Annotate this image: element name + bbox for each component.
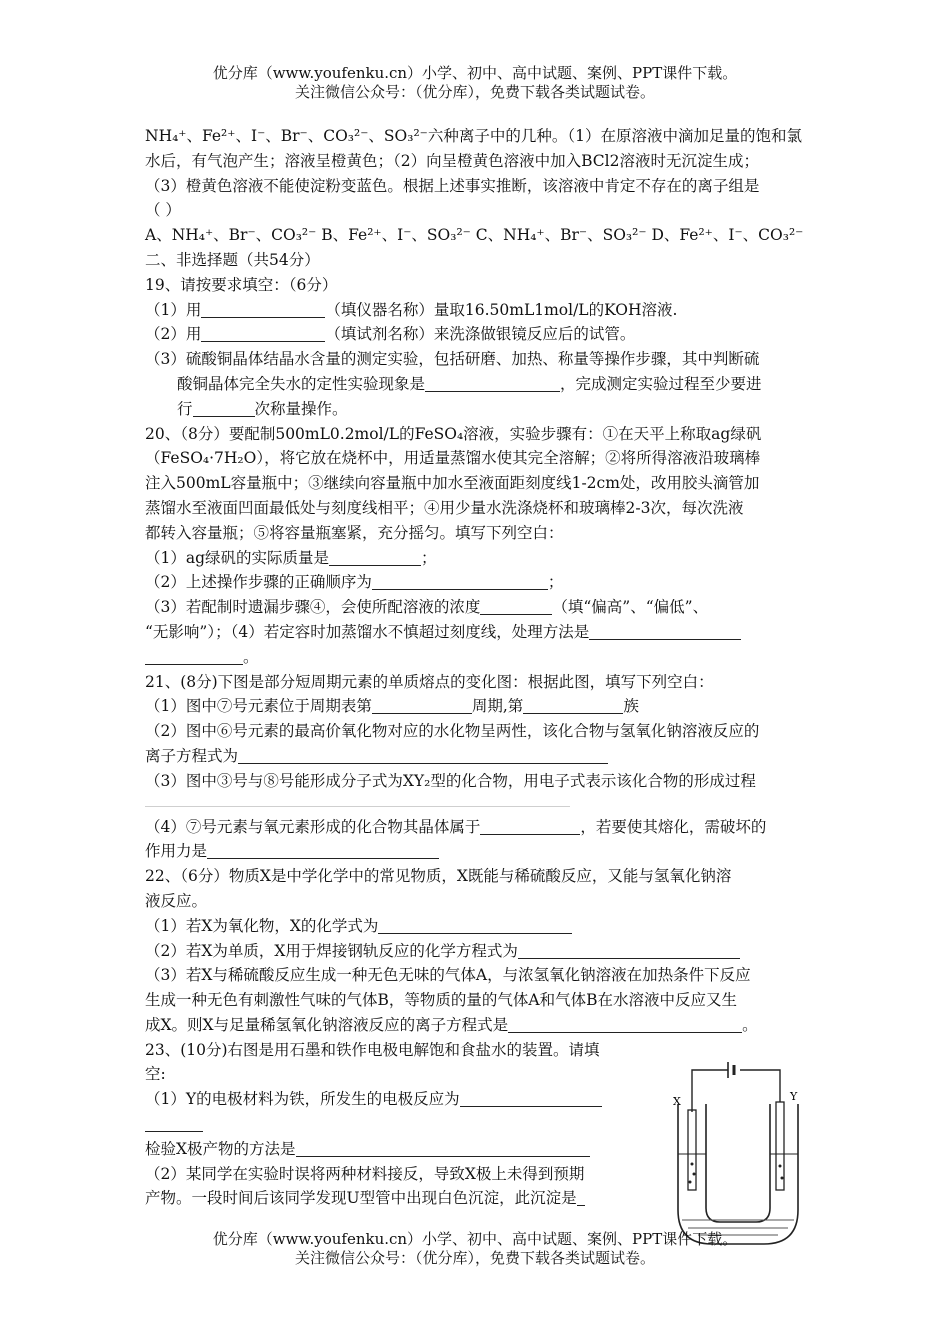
q19-item-1-prefix: （1）用 xyxy=(145,300,202,319)
gas-bubble xyxy=(779,1165,782,1168)
q21-item-2: （2）图中⑥号元素的最高价氧化物对应的水化物呈两性，该化合物与氢氧化钠溶液反应的 xyxy=(145,722,760,741)
answer-blank[interactable] xyxy=(577,1189,585,1206)
q21-item-1-mid: 周期,第 xyxy=(471,697,524,716)
q22-item-1-prefix: （1）若X为氧化物，X的化学式为 xyxy=(145,916,379,935)
answer-blank[interactable] xyxy=(372,573,548,590)
q20-line-5: 都转入容量瓶；⑤将容量瓶塞紧，充分摇匀。填写下列空白： xyxy=(145,523,564,542)
q18-options: A、NH₄⁺、Br⁻、CO₃²⁻ B、Fe²⁺、I⁻、SO₃²⁻ C、NH₄⁺、Br⁻、SO₃²⁻ D、Fe²⁺、I⁻、CO₃²⁻ xyxy=(145,226,804,245)
q21-item-2-prefix: 离子方程式为 xyxy=(145,746,239,765)
q20-line-2: （FeSO₄·7H₂O），将它放在烧杯中，用适量蒸馏水使其完全溶解；②将所得溶液沿玻璃棒 xyxy=(145,449,761,468)
q20-item-2 xyxy=(145,570,813,595)
answer-blank[interactable] xyxy=(296,1140,590,1157)
q20-item-3 xyxy=(145,595,813,620)
electrode-x xyxy=(688,1110,696,1190)
q19-item-3-line-3-prefix: 行 xyxy=(177,399,193,418)
electrode-x-label: X xyxy=(673,1095,681,1108)
q22-item-2-prefix: （2）若X为单质，X用于焊接钢轨反应的化学方程式为 xyxy=(145,941,518,960)
q19-item-3-line-2 xyxy=(145,372,813,397)
q21-item-4-line-2-prefix: 作用力是 xyxy=(145,842,208,861)
q20-end-mark: 。 xyxy=(243,647,259,666)
q23-item-1-line-3 xyxy=(145,1137,655,1162)
q23-item-2: （2）某同学在实验时误将两种材料接反，导致X极上未得到预期 xyxy=(145,1164,585,1183)
answer-blank[interactable] xyxy=(523,697,623,714)
q21-title: 21、(8分)下图是部分短周期元素的单质熔点的变化图：根据此图，填写下列空白： xyxy=(145,672,714,691)
answer-blank[interactable] xyxy=(460,1090,602,1107)
answer-blank[interactable] xyxy=(329,549,421,566)
q20-item-1-suffix: ； xyxy=(421,548,437,567)
electrolysis-apparatus-figure xyxy=(668,1060,818,1246)
q20-item-4 xyxy=(145,620,813,645)
q20-item-2-prefix: （2）上述操作步骤的正确顺序为 xyxy=(145,573,372,592)
q20-item-4-line-2 xyxy=(145,645,813,670)
q19-title: 19、请按要求填空：（6分） xyxy=(145,275,338,294)
q19-item-3-prefix: 酸铜晶体完全失水的定性实验现象是 xyxy=(177,374,426,393)
gas-bubble xyxy=(781,1177,784,1180)
q19-item-3-suffix: ，完成测定实验过程至少要进 xyxy=(560,374,762,393)
q20-item-3-suffix: （填“偏高”、“偏低”、 xyxy=(552,598,709,617)
q23-line-1: 23、(10分)右图是用石墨和铁作电极电解饱和食盐水的装置。请填 xyxy=(145,1040,600,1059)
q21-item-2-line-2 xyxy=(145,744,813,769)
answer-line[interactable] xyxy=(145,794,570,807)
q19-item-2 xyxy=(145,322,813,347)
answer-blank[interactable] xyxy=(425,375,560,392)
q22-item-3-line-3 xyxy=(145,1013,813,1038)
header-line-1: 优分库（www.youfenku.cn）小学、初中、高中试题、案例、PPT课件下载。 xyxy=(212,64,738,82)
q23-item-1-prefix: （1）Y的电极材料为铁，所发生的电极反应为 xyxy=(145,1090,460,1109)
q23-item-2-line-2 xyxy=(145,1186,655,1211)
q21-item-4-suffix: ，若要使其熔化，需破坏的 xyxy=(580,817,767,836)
q22-end-mark: 。 xyxy=(742,1015,758,1034)
answer-blank[interactable] xyxy=(145,1115,203,1132)
q19-item-1-suffix: （填仪器名称）量取16.50mL1mol/L的KOH溶液. xyxy=(325,300,678,319)
q21-item-1 xyxy=(145,694,813,719)
gas-bubble xyxy=(691,1163,694,1166)
q23-item-1 xyxy=(145,1087,655,1112)
q20-item-1-prefix: （1）ag绿矾的实际质量是 xyxy=(145,548,330,567)
q23-item-2-prefix: 产物。一段时间后该同学发现U型管中出现白色沉淀，此沉淀是 xyxy=(145,1189,577,1208)
q21-item-4-prefix: （4）⑦号元素与氧元素形成的化合物其晶体属于 xyxy=(145,817,481,836)
q19-item-2-suffix: （填试剂名称）来洗涤做银镜反应后的试管。 xyxy=(325,325,636,344)
exam-content xyxy=(145,124,813,1211)
spacer xyxy=(145,807,813,815)
answer-blank[interactable] xyxy=(193,400,255,417)
answer-blank[interactable] xyxy=(238,747,608,764)
q20-item-4-text: “无影响”）；（4）若定容时加蒸馏水不慎超过刻度线，处理方法是 xyxy=(145,622,590,641)
q21-item-4-line-2 xyxy=(145,839,813,864)
answer-blank[interactable] xyxy=(207,842,439,859)
q20-item-3-prefix: （3）若配制时遗漏步骤④，会使所配溶液的浓度 xyxy=(145,598,481,617)
answer-blank[interactable] xyxy=(372,697,472,714)
q22-item-3-line-2: 生成一种无色有刺激性气味的气体B，等物质的量的气体A和气体B在水溶液中反应又生 xyxy=(145,991,737,1010)
q19-item-3-line-3 xyxy=(145,397,813,422)
q22-item-3: （3）若X与稀硫酸反应生成一种无色无味的气体A，与浓氢氧化钠溶液在加热条件下反应 xyxy=(145,966,751,985)
section-2-title: 二、非选择题（共54分） xyxy=(145,250,320,269)
q22-line-2: 液反应。 xyxy=(145,891,208,910)
q22-item-2 xyxy=(145,939,813,964)
q22-line-1: 22、（6分）物质X是中学化学中的常见物质，X既能与稀硫酸反应，又能与氢氧化钠溶 xyxy=(145,867,732,886)
q18-line-1: NH₄⁺、Fe²⁺、I⁻、Br⁻、CO₃²⁻、SO₃²⁻六种离子中的几种。（1）在原溶液中滴加足量的饱和氯 xyxy=(145,127,802,145)
q23-item-1-check-prefix: 检验X极产物的方法是 xyxy=(145,1139,296,1158)
answer-blank[interactable] xyxy=(480,818,580,835)
q21-item-4 xyxy=(145,815,813,840)
q20-line-4: 蒸馏水至液面凹面最低处与刻度线相平；④用少量水洗涤烧杯和玻璃棒2-3次，每次洗液 xyxy=(145,498,744,517)
footer-line-1: 优分库（www.youfenku.cn）小学、初中、高中试题、案例、PPT课件下载。 xyxy=(212,1230,738,1248)
footer-line-2: 关注微信公众号：（优分库），免费下载各类试题试卷。 xyxy=(294,1249,655,1267)
electrode-y-label: Y xyxy=(790,1090,798,1103)
q20-line-1: 20、（8分）要配制500mL0.2mol/L的FeSO₄溶液，实验步骤有：①在天平上称取ag绿矾 xyxy=(145,424,762,443)
answer-blank[interactable] xyxy=(518,942,740,959)
answer-blank[interactable] xyxy=(508,1016,742,1033)
q18-line-3: （3）橙黄色溶液不能使淀粉变蓝色。根据上述事实推断，该溶液中肯定不存在的离子组是 xyxy=(145,176,760,195)
page-header xyxy=(0,64,950,102)
u-tube-inner xyxy=(706,1104,770,1222)
q20-line-3: 注入500mL容量瓶中；③继续向容量瓶中加水至液面距刻度线1-2cm处，改用胶头滴管加 xyxy=(145,474,760,493)
gas-bubble xyxy=(693,1173,696,1176)
q23-item-1-line-2 xyxy=(145,1112,655,1137)
q23-line-2: 空: xyxy=(145,1065,166,1084)
answer-blank[interactable] xyxy=(201,325,325,342)
q22-item-3-prefix: 成X。则X与足量稀氢氧化钠溶液反应的离子方程式是 xyxy=(145,1015,509,1034)
q22-item-1 xyxy=(145,914,813,939)
q19-item-1 xyxy=(145,298,813,323)
answer-blank[interactable] xyxy=(145,648,243,665)
q19-item-3-line-3-suffix: 次称量操作。 xyxy=(254,399,348,418)
q20-item-2-suffix: ； xyxy=(547,573,564,592)
answer-blank[interactable] xyxy=(201,301,325,318)
q19-item-2-prefix: （2）用 xyxy=(145,325,202,344)
answer-blank[interactable] xyxy=(589,623,741,640)
q18-line-4: （ ） xyxy=(145,201,181,220)
q21-item-1-suffix: 族 xyxy=(623,697,639,716)
q19-item-3: （3）硫酸铜晶体结晶水含量的测定实验，包括研磨、加热、称量等操作步骤，其中判断硫 xyxy=(145,350,760,369)
gas-bubble xyxy=(689,1181,692,1184)
header-line-2: 关注微信公众号：（优分库），免费下载各类试题试卷。 xyxy=(294,83,655,101)
answer-blank[interactable] xyxy=(378,917,572,934)
answer-blank[interactable] xyxy=(480,598,552,615)
page-footer xyxy=(0,1230,950,1268)
q20-item-1 xyxy=(145,546,813,571)
q21-item-3: （3）图中③号与⑧号能形成分子式为XY₂型的化合物，用电子式表示该化合物的形成过程 xyxy=(145,771,756,790)
q21-item-1-prefix: （1）图中⑦号元素位于周期表第 xyxy=(145,697,372,716)
q18-line-2: 水后，有气泡产生；溶液呈橙黄色；（2）向呈橙黄色溶液中加入BCl2溶液时无沉淀生成； xyxy=(145,151,759,170)
